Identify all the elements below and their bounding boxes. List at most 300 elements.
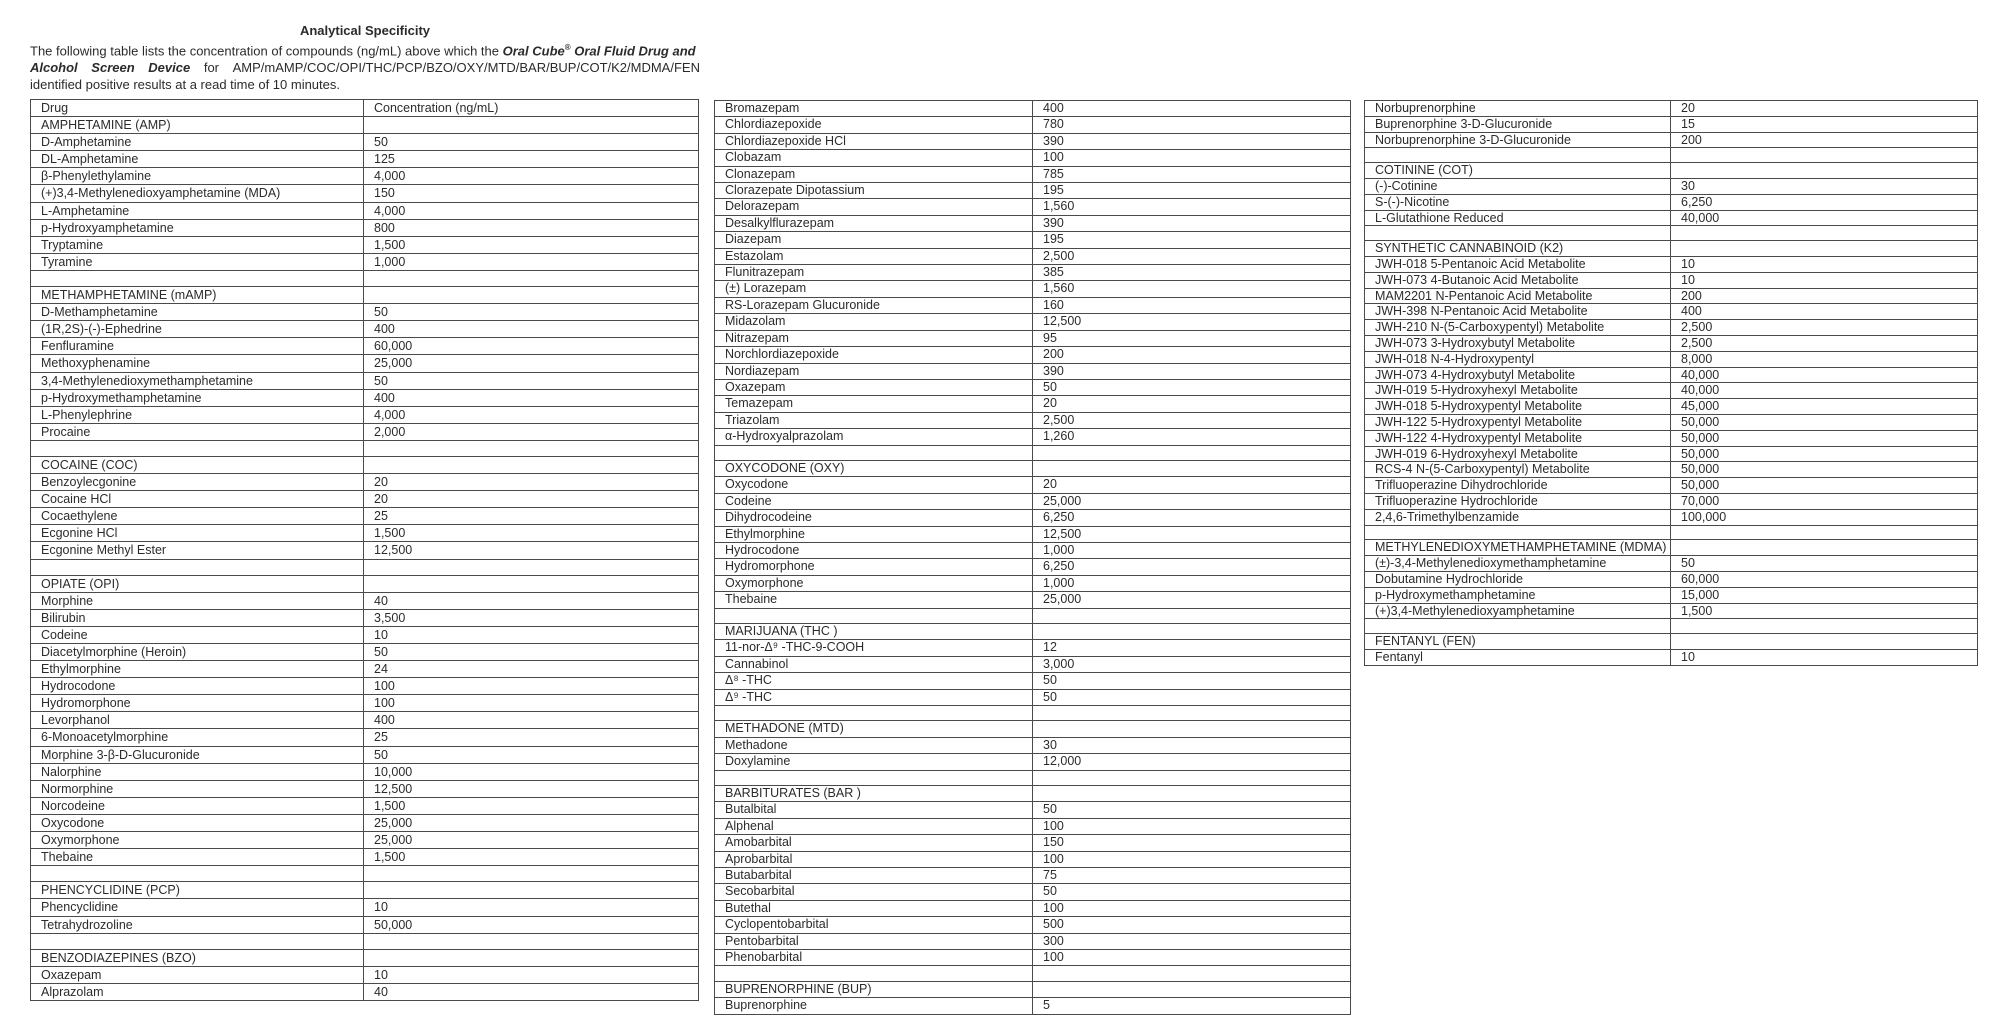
table-row <box>1365 304 1978 320</box>
table-row <box>715 818 1351 834</box>
table-row <box>31 797 699 814</box>
table-row <box>31 882 699 899</box>
concentration-cell: 50 <box>364 372 699 389</box>
table-row <box>31 592 699 609</box>
drug-cell: p-Hydroxymethamphetamine <box>31 389 364 406</box>
table-row <box>1365 335 1978 351</box>
drug-cell: Oxycodone <box>715 477 1033 493</box>
concentration-cell: 5 <box>1033 998 1351 1014</box>
table-row <box>31 763 699 780</box>
drug-cell: Triazolam <box>715 412 1033 428</box>
drug-cell: Hydromorphone <box>31 695 364 712</box>
drug-cell: METHYLENEDIOXYMETHAMPHETAMINE (MDMA) <box>1365 540 1671 556</box>
drug-cell: p-Hydroxyamphetamine <box>31 219 364 236</box>
table-row <box>715 101 1351 117</box>
concentration-cell: 1,500 <box>364 849 699 866</box>
drug-cell: β-Phenylethylamine <box>31 168 364 185</box>
table-row <box>31 440 699 456</box>
table-row <box>715 117 1351 133</box>
concentration-cell: 4,000 <box>364 406 699 423</box>
concentration-cell: 100 <box>1033 851 1351 867</box>
table-row <box>715 297 1351 313</box>
concentration-cell: 1,000 <box>364 253 699 270</box>
drug-cell: METHAMPHETAMINE (mAMP) <box>31 287 364 304</box>
drug-cell: Secobarbital <box>715 884 1033 900</box>
table-row <box>715 559 1351 575</box>
concentration-cell: 2,500 <box>1671 320 1978 336</box>
concentration-cell <box>1033 770 1351 785</box>
table-row <box>31 287 699 304</box>
table-row <box>715 314 1351 330</box>
table-row <box>31 644 699 661</box>
drug-cell: Drug <box>31 100 364 117</box>
drug-cell: Oxymorphone <box>31 832 364 849</box>
drug-cell: Ecgonine HCl <box>31 525 364 542</box>
concentration-cell <box>364 287 699 304</box>
table-row <box>1365 649 1978 665</box>
table-row <box>31 814 699 831</box>
drug-cell: Temazepam <box>715 396 1033 412</box>
drug-cell <box>715 608 1033 623</box>
drug-cell <box>715 966 1033 981</box>
drug-cell: (1R,2S)-(-)-Ephedrine <box>31 321 364 338</box>
table-row <box>31 321 699 338</box>
concentration-cell: 1,260 <box>1033 429 1351 445</box>
drug-cell: Bilirubin <box>31 609 364 626</box>
concentration-cell: 800 <box>364 219 699 236</box>
concentration-cell: 50,000 <box>1671 478 1978 494</box>
drug-cell: Alphenal <box>715 818 1033 834</box>
drug-cell: Oxycodone <box>31 814 364 831</box>
drug-cell: Ethylmorphine <box>715 526 1033 542</box>
table-row <box>715 689 1351 705</box>
table-row <box>1365 587 1978 603</box>
table-row <box>31 695 699 712</box>
drug-cell: Cyclopentobarbital <box>715 917 1033 933</box>
table-row <box>1365 210 1978 226</box>
concentration-cell <box>1671 241 1978 257</box>
table-row <box>1365 256 1978 272</box>
concentration-cell: 15,000 <box>1671 587 1978 603</box>
drug-cell: (+)3,4-Methylenedioxyamphetamine (MDA) <box>31 185 364 202</box>
table-row <box>1365 320 1978 336</box>
drug-cell: JWH-019 5-Hydroxyhexyl Metabolite <box>1365 383 1671 399</box>
concentration-cell: 400 <box>1671 304 1978 320</box>
table-row <box>31 355 699 372</box>
concentration-cell: 1,500 <box>1671 603 1978 619</box>
concentration-cell: 25,000 <box>1033 592 1351 608</box>
concentration-cell: 75 <box>1033 868 1351 884</box>
table-row <box>1365 540 1978 556</box>
concentration-cell <box>364 933 699 949</box>
concentration-cell: 200 <box>1671 288 1978 304</box>
table-row <box>715 493 1351 509</box>
table-row <box>31 866 699 882</box>
drug-cell: JWH-073 4-Butanoic Acid Metabolite <box>1365 272 1671 288</box>
intro-line-1-text: The following table lists the concentration of compounds (ng/mL) above which the <box>30 43 503 59</box>
concentration-cell: 10 <box>1671 272 1978 288</box>
table-row <box>715 542 1351 558</box>
drug-cell: Trifluoperazine Hydrochloride <box>1365 493 1671 509</box>
drug-cell: 3,4-Methylenedioxymethamphetamine <box>31 372 364 389</box>
table-row <box>715 183 1351 199</box>
table-row <box>31 525 699 542</box>
table-row <box>715 770 1351 785</box>
concentration-cell <box>1671 226 1978 241</box>
concentration-cell: 400 <box>364 712 699 729</box>
product-name-continued: Oral Fluid Drug and <box>570 43 696 59</box>
drug-cell: Clonazepam <box>715 166 1033 182</box>
product-name: Oral Cube <box>502 43 565 59</box>
drug-cell: (+)3,4-Methylenedioxyamphetamine <box>1365 603 1671 619</box>
table-row <box>31 491 699 508</box>
table-row <box>31 253 699 270</box>
drug-cell: Cocaine HCl <box>31 491 364 508</box>
drug-cell: (-)-Cotinine <box>1365 178 1671 194</box>
table-row <box>1365 226 1978 241</box>
concentration-cell: 385 <box>1033 265 1351 281</box>
drug-cell: RCS-4 N-(5-Carboxypentyl) Metabolite <box>1365 462 1671 478</box>
concentration-cell <box>1671 619 1978 634</box>
concentration-cell <box>1671 634 1978 650</box>
drug-cell <box>31 440 364 456</box>
table-row <box>715 460 1351 476</box>
table-row <box>1365 288 1978 304</box>
drug-cell: Thebaine <box>715 592 1033 608</box>
drug-cell: 11-nor-Δ⁹ -THC-9-COOH <box>715 640 1033 656</box>
drug-cell: SYNTHETIC CANNABINOID (K2) <box>1365 241 1671 257</box>
concentration-cell: 200 <box>1033 347 1351 363</box>
concentration-cell <box>1033 623 1351 639</box>
concentration-cell: 2,000 <box>364 423 699 440</box>
table-row <box>715 623 1351 639</box>
drug-cell: Estazolam <box>715 248 1033 264</box>
drug-cell: MARIJUANA (THC ) <box>715 623 1033 639</box>
concentration-cell: 6,250 <box>1671 194 1978 210</box>
specificity-table-column-3 <box>1364 100 1978 666</box>
drug-cell: L-Phenylephrine <box>31 406 364 423</box>
table-row <box>31 117 699 134</box>
concentration-cell: 12,500 <box>1033 314 1351 330</box>
concentration-cell <box>1033 445 1351 460</box>
table-row <box>31 559 699 575</box>
drug-cell: Dobutamine Hydrochloride <box>1365 571 1671 587</box>
drug-cell: Butalbital <box>715 802 1033 818</box>
table-row <box>1365 132 1978 148</box>
drug-cell: Ethylmorphine <box>31 661 364 678</box>
concentration-cell: 20 <box>1033 396 1351 412</box>
concentration-cell <box>1033 721 1351 737</box>
table-row <box>31 168 699 185</box>
concentration-cell: 20 <box>1033 477 1351 493</box>
table-row <box>715 754 1351 770</box>
concentration-cell <box>1033 981 1351 997</box>
drug-cell: AMPHETAMINE (AMP) <box>31 117 364 134</box>
table-row <box>31 338 699 355</box>
concentration-cell <box>364 270 699 286</box>
drug-cell: Codeine <box>31 626 364 643</box>
concentration-cell: 100,000 <box>1671 509 1978 525</box>
table-row <box>715 608 1351 623</box>
table-row <box>715 150 1351 166</box>
concentration-cell: 6,250 <box>1033 510 1351 526</box>
drug-cell: 6-Monoacetylmorphine <box>31 729 364 746</box>
drug-cell: Tryptamine <box>31 236 364 253</box>
concentration-cell: 1,560 <box>1033 199 1351 215</box>
concentration-cell: 195 <box>1033 232 1351 248</box>
concentration-cell: 40,000 <box>1671 383 1978 399</box>
table-row <box>1365 619 1978 634</box>
drug-cell <box>1365 525 1671 540</box>
table-row <box>31 508 699 525</box>
concentration-cell: 60,000 <box>1671 571 1978 587</box>
concentration-cell: Concentration (ng/mL) <box>364 100 699 117</box>
concentration-cell: 100 <box>364 695 699 712</box>
table-row <box>1365 351 1978 367</box>
drug-cell <box>715 770 1033 785</box>
drug-cell: JWH-122 4-Hydroxypentyl Metabolite <box>1365 430 1671 446</box>
drug-cell: JWH-122 5-Hydroxypentyl Metabolite <box>1365 414 1671 430</box>
table-row <box>1365 634 1978 650</box>
concentration-cell: 8,000 <box>1671 351 1978 367</box>
drug-cell <box>715 706 1033 721</box>
table-row <box>1365 603 1978 619</box>
concentration-cell: 12 <box>1033 640 1351 656</box>
concentration-cell: 3,500 <box>364 609 699 626</box>
concentration-cell: 25 <box>364 508 699 525</box>
drug-cell: Norchlordiazepoxide <box>715 347 1033 363</box>
table-row <box>715 656 1351 672</box>
table-row <box>715 721 1351 737</box>
table-row <box>1365 399 1978 415</box>
concentration-cell: 50 <box>1033 673 1351 689</box>
table-row <box>31 949 699 966</box>
drug-cell: Alprazolam <box>31 983 364 1000</box>
concentration-cell: 50 <box>1033 884 1351 900</box>
drug-cell: Flunitrazepam <box>715 265 1033 281</box>
table-row <box>715 981 1351 997</box>
table-row <box>715 412 1351 428</box>
concentration-cell: 390 <box>1033 363 1351 379</box>
drug-cell: Δ⁸ -THC <box>715 673 1033 689</box>
concentration-cell: 785 <box>1033 166 1351 182</box>
concentration-cell: 20 <box>364 474 699 491</box>
drug-cell: COCAINE (COC) <box>31 456 364 473</box>
concentration-cell <box>1671 163 1978 179</box>
drug-cell: Phencyclidine <box>31 899 364 916</box>
table-row <box>715 673 1351 689</box>
table-row <box>31 729 699 746</box>
drug-cell: Benzoylecgonine <box>31 474 364 491</box>
drug-cell: Hydrocodone <box>715 542 1033 558</box>
intro-text <box>30 22 700 93</box>
concentration-cell: 200 <box>1671 132 1978 148</box>
concentration-cell: 50 <box>364 304 699 321</box>
page-title: Analytical Specificity <box>299 23 431 38</box>
concentration-cell: 125 <box>364 151 699 168</box>
table-row <box>1365 272 1978 288</box>
concentration-cell: 10 <box>364 899 699 916</box>
table-row <box>715 786 1351 802</box>
intro-word: Alcohol <box>30 60 78 76</box>
concentration-cell: 150 <box>1033 835 1351 851</box>
concentration-cell: 195 <box>1033 183 1351 199</box>
drug-cell: Pentobarbital <box>715 933 1033 949</box>
table-row <box>715 737 1351 753</box>
drug-cell <box>1365 226 1671 241</box>
intro-word: Screen <box>91 60 135 76</box>
concentration-cell: 50,000 <box>1671 446 1978 462</box>
drug-cell: Cannabinol <box>715 656 1033 672</box>
drug-cell: Doxylamine <box>715 754 1033 770</box>
concentration-cell: 300 <box>1033 933 1351 949</box>
concentration-cell: 780 <box>1033 117 1351 133</box>
concentration-cell: 10 <box>1671 649 1978 665</box>
drug-cell: Fentanyl <box>1365 649 1671 665</box>
table-row <box>715 592 1351 608</box>
concentration-cell: 10,000 <box>364 763 699 780</box>
table-row <box>715 477 1351 493</box>
concentration-cell: 400 <box>1033 101 1351 117</box>
drug-cell: Norbuprenorphine 3-D-Glucuronide <box>1365 132 1671 148</box>
concentration-cell: 50,000 <box>1671 414 1978 430</box>
concentration-cell: 1,500 <box>364 525 699 542</box>
concentration-cell: 30 <box>1033 737 1351 753</box>
table-row <box>31 270 699 286</box>
table-row <box>1365 116 1978 132</box>
drug-cell: Amobarbital <box>715 835 1033 851</box>
table-row <box>1365 414 1978 430</box>
concentration-cell <box>1033 786 1351 802</box>
drug-cell: Hydrocodone <box>31 678 364 695</box>
drug-cell: Ecgonine Methyl Ester <box>31 542 364 559</box>
drug-cell: COTININE (COT) <box>1365 163 1671 179</box>
drug-cell: Chlordiazepoxide <box>715 117 1033 133</box>
table-row <box>715 363 1351 379</box>
concentration-cell: 25 <box>364 729 699 746</box>
concentration-cell: 95 <box>1033 330 1351 346</box>
table-row <box>1365 101 1978 117</box>
drug-cell <box>31 559 364 575</box>
drug-cell: JWH-018 5-Pentanoic Acid Metabolite <box>1365 256 1671 272</box>
drug-cell: OPIATE (OPI) <box>31 575 364 592</box>
concentration-cell <box>364 440 699 456</box>
concentration-cell <box>1671 540 1978 556</box>
table-row <box>31 933 699 949</box>
drug-cell: METHADONE (MTD) <box>715 721 1033 737</box>
table-row <box>31 916 699 933</box>
drug-cell: Buprenorphine 3-D-Glucuronide <box>1365 116 1671 132</box>
drug-cell: JWH-073 3-Hydroxybutyl Metabolite <box>1365 335 1671 351</box>
table-row <box>715 868 1351 884</box>
concentration-cell: 10 <box>364 966 699 983</box>
drug-cell: (±)-3,4-Methylenedioxymethamphetamine <box>1365 556 1671 572</box>
intro-line-2 <box>30 59 700 76</box>
drug-cell: BENZODIAZEPINES (BZO) <box>31 949 364 966</box>
table-row <box>1365 367 1978 383</box>
concentration-cell: 6,250 <box>1033 559 1351 575</box>
concentration-cell: 1,500 <box>364 797 699 814</box>
concentration-cell: 3,000 <box>1033 656 1351 672</box>
concentration-cell: 50 <box>1671 556 1978 572</box>
intro-line-1 <box>30 39 700 59</box>
drug-cell: Desalkylflurazepam <box>715 215 1033 231</box>
concentration-cell: 25,000 <box>364 832 699 849</box>
table-row <box>715 248 1351 264</box>
concentration-cell: 50,000 <box>364 916 699 933</box>
drug-cell: Bromazepam <box>715 101 1033 117</box>
concentration-cell: 100 <box>364 678 699 695</box>
drug-cell: Nordiazepam <box>715 363 1033 379</box>
concentration-cell: 12,500 <box>1033 526 1351 542</box>
table-row <box>1365 556 1978 572</box>
table-row <box>715 215 1351 231</box>
concentration-cell: 4,000 <box>364 168 699 185</box>
concentration-cell <box>364 559 699 575</box>
table-row <box>31 151 699 168</box>
concentration-cell: 60,000 <box>364 338 699 355</box>
concentration-cell <box>364 866 699 882</box>
concentration-cell: 400 <box>364 389 699 406</box>
drug-cell: Clorazepate Dipotassium <box>715 183 1033 199</box>
drug-cell: D-Amphetamine <box>31 134 364 151</box>
concentration-cell: 50 <box>1033 689 1351 705</box>
drug-cell: Procaine <box>31 423 364 440</box>
drug-cell: Trifluoperazine Dihydrochloride <box>1365 478 1671 494</box>
concentration-cell: 50 <box>1033 379 1351 395</box>
concentration-cell: 50,000 <box>1671 430 1978 446</box>
table-row <box>31 661 699 678</box>
concentration-cell: 12,500 <box>364 780 699 797</box>
concentration-cell: 10 <box>1671 256 1978 272</box>
specificity-table-column-1 <box>30 99 699 1001</box>
table-row <box>1365 194 1978 210</box>
drug-cell: OXYCODONE (OXY) <box>715 460 1033 476</box>
drug-cell <box>31 933 364 949</box>
drug-cell: L-Amphetamine <box>31 202 364 219</box>
drug-cell: JWH-073 4-Hydroxybutyl Metabolite <box>1365 367 1671 383</box>
drug-cell: JWH-398 N-Pentanoic Acid Metabolite <box>1365 304 1671 320</box>
drug-cell: Aprobarbital <box>715 851 1033 867</box>
concentration-cell: 45,000 <box>1671 399 1978 415</box>
table-row <box>715 802 1351 818</box>
concentration-cell: 40 <box>364 592 699 609</box>
table-row <box>31 372 699 389</box>
concentration-cell: 30 <box>1671 178 1978 194</box>
table-row <box>31 202 699 219</box>
drug-cell: Codeine <box>715 493 1033 509</box>
drug-cell: Normorphine <box>31 780 364 797</box>
table-row <box>715 640 1351 656</box>
concentration-cell: 390 <box>1033 215 1351 231</box>
drug-cell: D-Methamphetamine <box>31 304 364 321</box>
table-row <box>31 780 699 797</box>
concentration-cell: 15 <box>1671 116 1978 132</box>
concentration-cell: 50,000 <box>1671 462 1978 478</box>
drug-cell: 2,4,6-Trimethylbenzamide <box>1365 509 1671 525</box>
concentration-cell <box>1671 148 1978 163</box>
drug-cell <box>715 445 1033 460</box>
table-row <box>31 100 699 117</box>
concentration-cell: 400 <box>364 321 699 338</box>
drug-cell <box>31 866 364 882</box>
table-row <box>1365 478 1978 494</box>
concentration-cell: 12,500 <box>364 542 699 559</box>
drug-cell: L-Glutathione Reduced <box>1365 210 1671 226</box>
concentration-cell <box>364 882 699 899</box>
table-row <box>1365 241 1978 257</box>
concentration-cell: 390 <box>1033 133 1351 149</box>
